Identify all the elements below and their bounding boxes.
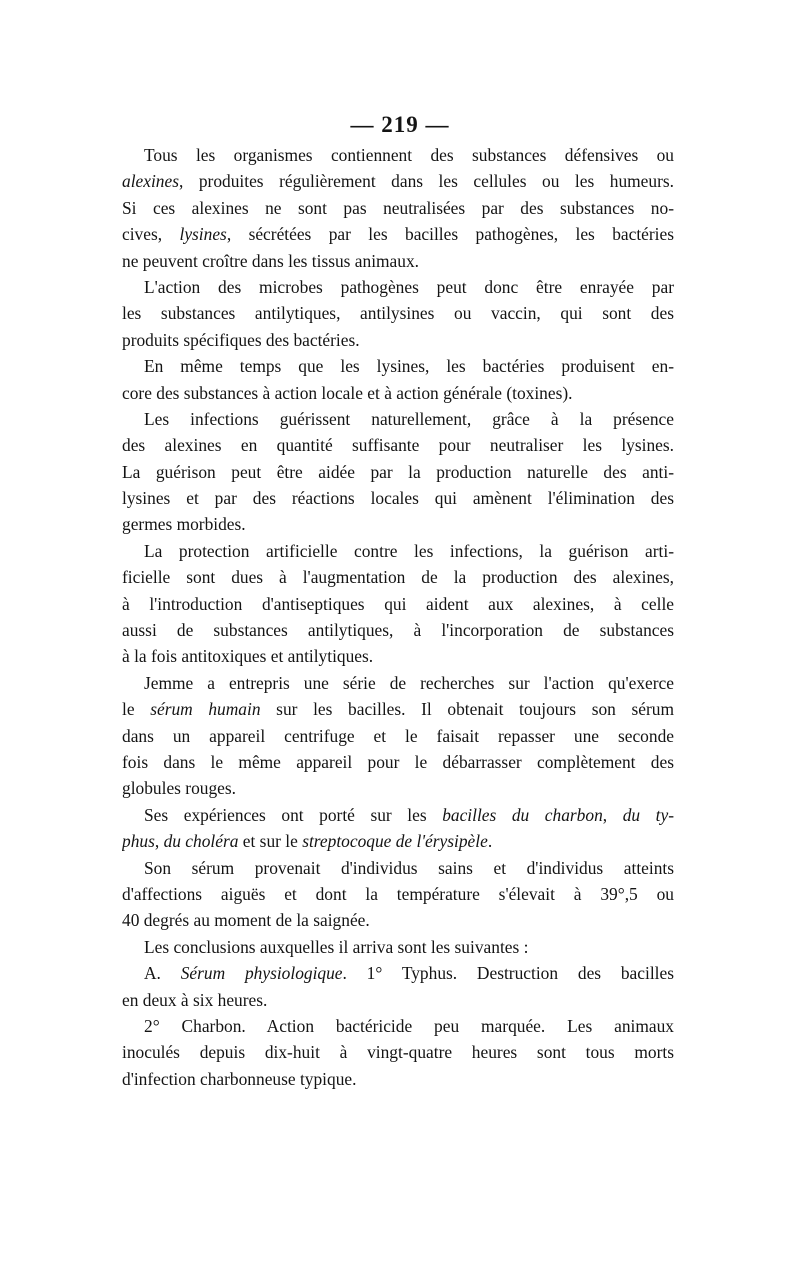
text-run: Jemme a entrepris une série de recherches sur l'action qu'exerce xyxy=(144,672,674,693)
text-run: , sécrétées par les bacilles pathogènes, les bactéries xyxy=(226,224,674,245)
text-run: ficielle sont dues à l'augmentation de la production des alexines, xyxy=(122,567,674,588)
text-run: aussi de substances antilytiques, à l'incorporation de substances xyxy=(122,620,674,641)
text-line xyxy=(122,485,674,511)
text-line xyxy=(122,749,674,775)
text-line xyxy=(122,511,674,537)
text-run: Les infections guérissent naturellement, grâce à la présence xyxy=(144,408,674,429)
italic-text: bacilles du charbon xyxy=(442,804,603,825)
text-line xyxy=(122,327,674,353)
paragraph xyxy=(122,406,674,538)
text-run: inoculés depuis dix-huit à vingt-quatre heures sont tous morts xyxy=(122,1042,674,1063)
text-line xyxy=(122,459,674,485)
paragraph xyxy=(122,960,674,1013)
text-run: . 1° Typhus. Destruction des bacilles xyxy=(342,963,674,984)
text-run: dans un appareil centrifuge et le faisait repasser une seconde xyxy=(122,725,674,746)
text-run: En même temps que les lysines, les bactéries produisent en- xyxy=(144,356,674,377)
text-run: cives, xyxy=(122,224,180,245)
text-line xyxy=(122,300,674,326)
text-run: La protection artificielle contre les infections, la guérison arti- xyxy=(144,540,674,561)
page-number: — 219 — xyxy=(350,112,450,137)
italic-text: du choléra xyxy=(163,831,239,852)
text-line xyxy=(122,538,674,564)
text-line xyxy=(122,723,674,749)
text-run: , xyxy=(154,831,164,852)
text-line xyxy=(122,1066,674,1092)
text-line xyxy=(122,775,674,801)
text-run: . xyxy=(487,831,493,852)
text-run: Tous les organismes contiennent des substances défensives ou xyxy=(144,145,674,165)
text-run: le xyxy=(122,699,151,720)
text-line xyxy=(122,643,674,669)
text-run: core des substances à action locale et à action générale (toxines). xyxy=(122,382,573,403)
text-line xyxy=(122,248,674,274)
text-run: A. xyxy=(144,963,181,984)
italic-text: alexines xyxy=(122,171,179,192)
text-run: 40 degrés au moment de la saignée. xyxy=(122,910,370,931)
text-line xyxy=(122,353,674,379)
text-run: sur les bacilles. Il obtenait toujours son sérum xyxy=(260,699,674,720)
text-run: Son sérum provenait d'individus sains et d'individus atteints xyxy=(144,857,674,878)
text-line xyxy=(122,987,674,1013)
text-run: , produites régulièrement dans les cellules ou les humeurs. xyxy=(178,171,674,192)
italic-text: sérum humain xyxy=(150,699,261,720)
text-line xyxy=(122,221,674,247)
paragraph xyxy=(122,855,674,934)
text-line xyxy=(122,274,674,300)
paragraph xyxy=(122,353,674,406)
text-run: d'infection charbonneuse typique. xyxy=(122,1068,357,1089)
text-run: ne peuvent croître dans les tissus animaux. xyxy=(122,250,420,271)
text-run: 2° Charbon. Action bactéricide peu marquée. Les animaux xyxy=(144,1015,674,1036)
italic-text: phus xyxy=(122,831,155,852)
text-run: fois dans le même appareil pour le débarrasser complètement des xyxy=(122,751,674,772)
text-line xyxy=(122,934,674,960)
text-run: à la fois antitoxiques et antilytiques. xyxy=(122,646,374,667)
text-line xyxy=(122,591,674,617)
text-line xyxy=(122,432,674,458)
text-line xyxy=(122,907,674,933)
body-text xyxy=(122,142,674,1092)
paragraph xyxy=(122,802,674,855)
italic-text: lysines xyxy=(179,224,227,245)
text-run: d'affections aiguës et dont la température s'élevait à 39°,5 ou xyxy=(122,883,674,904)
paragraph xyxy=(122,142,674,274)
text-run: Ses expériences ont porté sur les xyxy=(144,804,443,825)
paragraph xyxy=(122,934,674,960)
text-line xyxy=(122,564,674,590)
text-run: globules rouges. xyxy=(122,778,236,799)
text-line xyxy=(122,881,674,907)
text-run: L'action des microbes pathogènes peut donc être enrayée par xyxy=(144,276,674,297)
text-line xyxy=(122,380,674,406)
text-run: en deux à six heures. xyxy=(122,989,268,1010)
text-line xyxy=(122,855,674,881)
text-line xyxy=(122,828,674,854)
text-run: et sur le xyxy=(238,831,303,852)
text-run: Les conclusions auxquelles il arriva sont les suivantes : xyxy=(144,936,529,957)
text-line xyxy=(122,802,674,828)
text-run: lysines et par des réactions locales qui amènent l'élimination des xyxy=(122,488,674,509)
paragraph xyxy=(122,670,674,802)
italic-text: Sérum physiologique xyxy=(180,963,343,984)
text-run: Si ces alexines ne sont pas neutralisées par des substances no- xyxy=(122,197,674,218)
text-line xyxy=(122,406,674,432)
text-run: , xyxy=(602,804,623,825)
text-line xyxy=(122,168,674,194)
text-run: les substances antilytiques, antilysines ou vaccin, qui sont des xyxy=(122,303,674,324)
paragraph xyxy=(122,1013,674,1092)
italic-text: streptocoque de l'érysipèle xyxy=(302,831,488,852)
text-run: germes morbides. xyxy=(122,514,246,535)
paragraph xyxy=(122,274,674,353)
text-run: des alexines en quantité suffisante pour neutraliser les lysines. xyxy=(122,435,674,456)
text-line xyxy=(122,195,674,221)
text-line xyxy=(122,696,674,722)
text-line xyxy=(122,142,674,168)
text-line xyxy=(122,617,674,643)
text-run: produits spécifiques des bactéries. xyxy=(122,329,360,350)
text-line xyxy=(122,1039,674,1065)
paragraph xyxy=(122,538,674,670)
text-line xyxy=(122,960,674,986)
text-line xyxy=(122,1013,674,1039)
text-run: La guérison peut être aidée par la production naturelle des anti- xyxy=(122,461,674,482)
text-run: à l'introduction d'antiseptiques qui aident aux alexines, à celle xyxy=(122,593,674,614)
italic-text: du ty- xyxy=(622,804,674,825)
text-line xyxy=(122,670,674,696)
